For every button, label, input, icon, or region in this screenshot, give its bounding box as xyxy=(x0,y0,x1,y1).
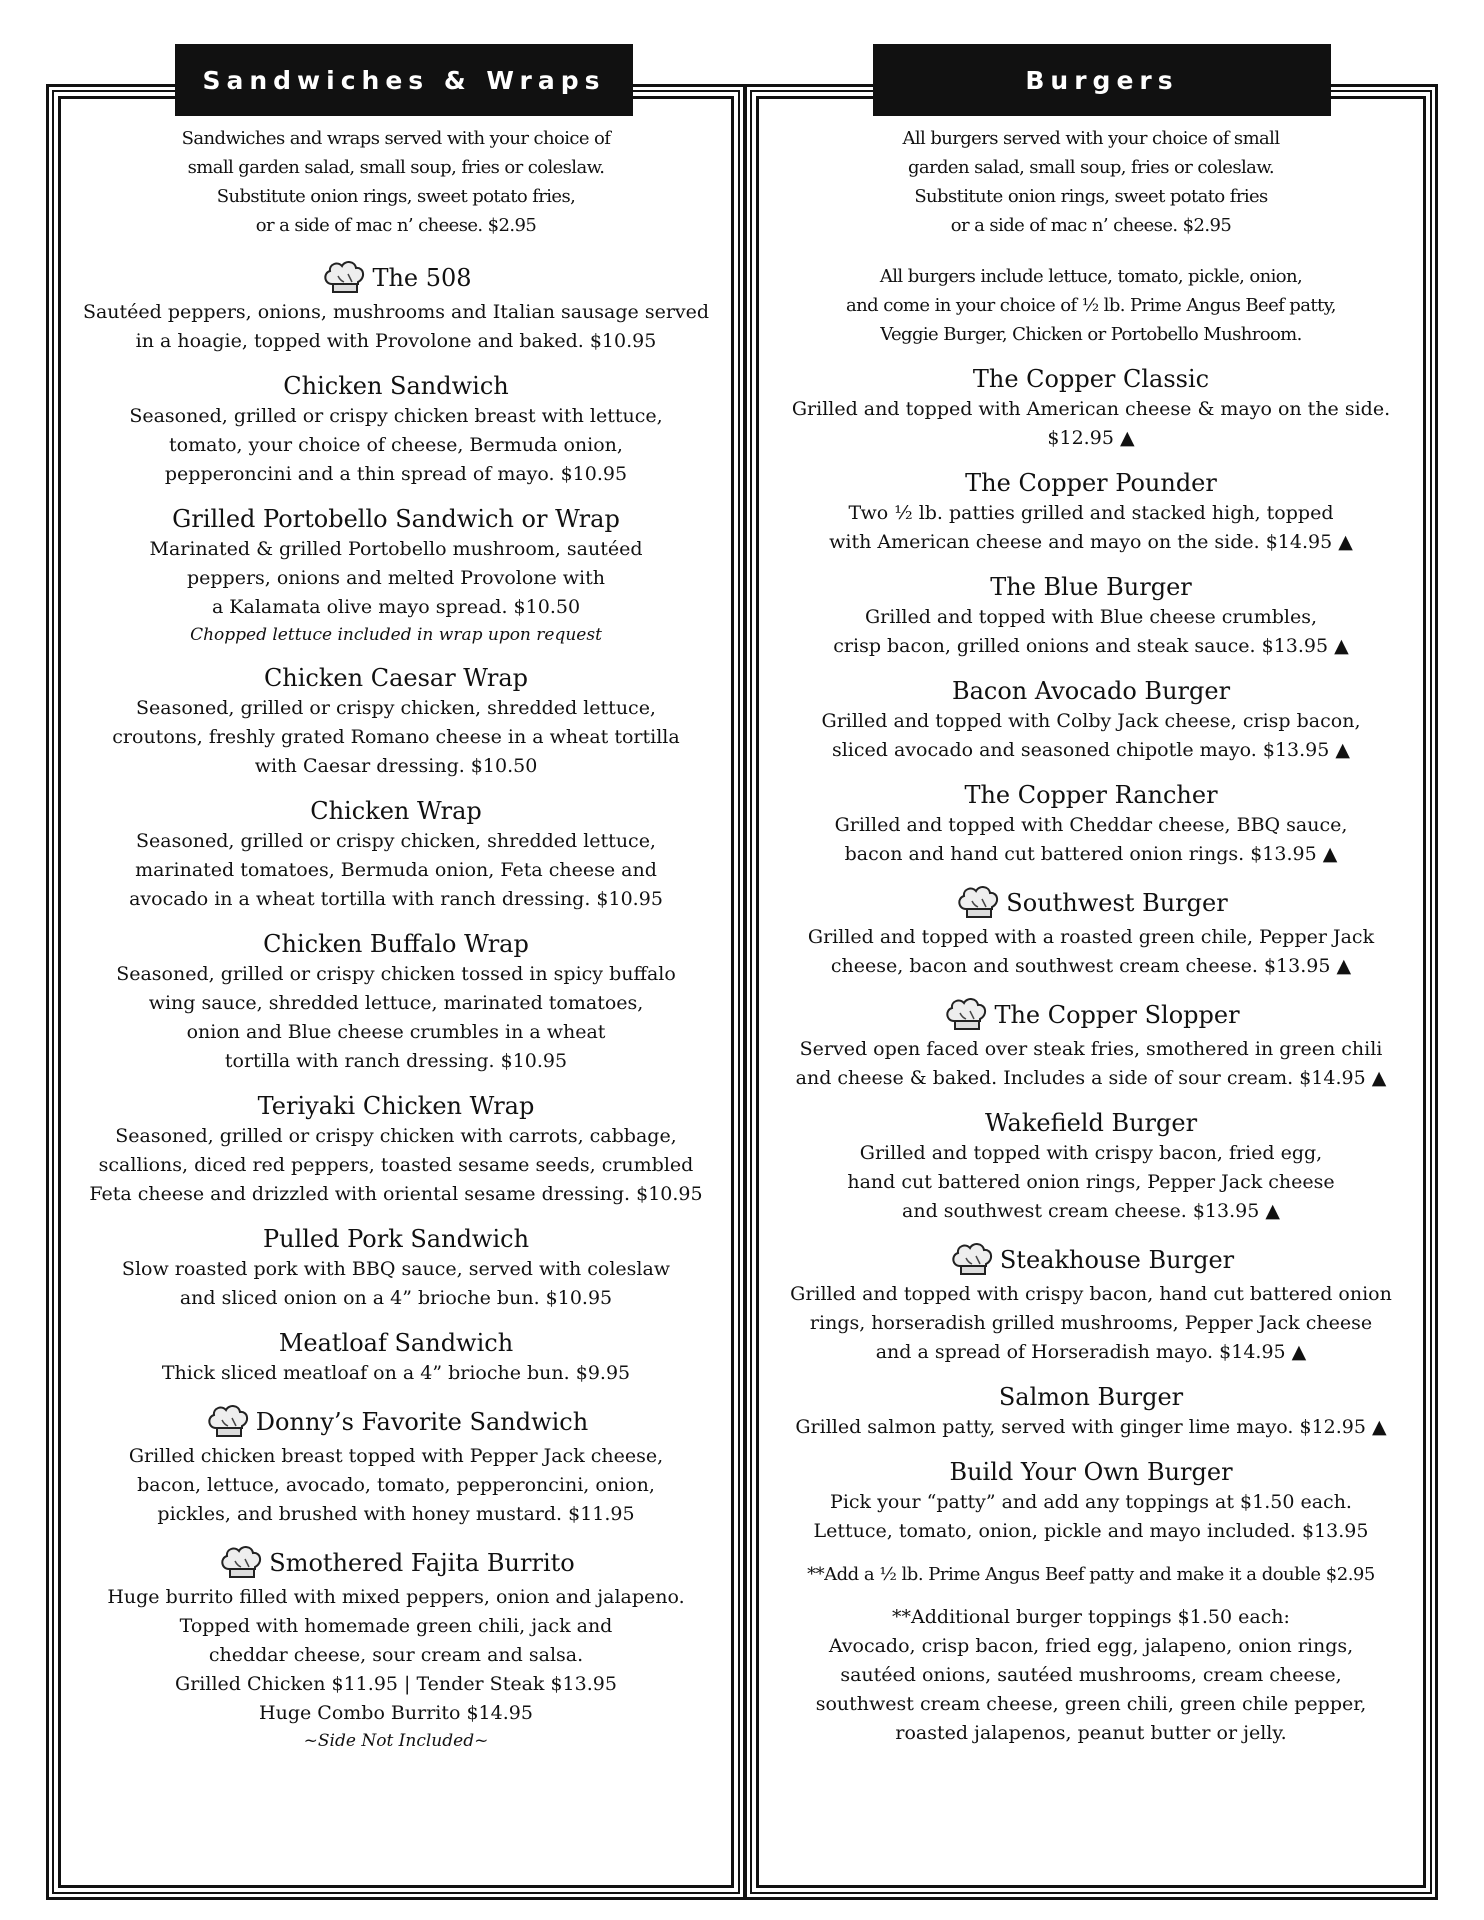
additional-toppings: **Additional burger toppings $1.50 each: Avocado, crisp bacon, fried egg, jalapeno, onion rings, sautéed onions, sautéed mushrooms, cream cheese, southwest cream cheese, green chili, green chile pepper, roasted jalapenos, peanut butter or jelly. xyxy=(815,1606,1367,1744)
item-name: Steakhouse Burger xyxy=(999,1246,1235,1274)
burgers-header: Burgers xyxy=(873,44,1331,116)
item-name: Pulled Pork Sandwich xyxy=(262,1225,530,1253)
menu-item xyxy=(66,258,726,356)
double-patty-note: **Add a ½ lb. Prime Angus Beef patty and make it a double $2.95 xyxy=(807,1564,1375,1585)
item-description: Seasoned, grilled or crispy chicken with carrots, cabbage, scallions, diced red peppers, toasted sesame seeds, crumbled Feta cheese and drizzled with oriental sesame dressing. $10.95 xyxy=(89,1125,703,1205)
item-description: Pick your “patty” and add any toppings at $1.50 each. Lettuce, tomato, onion, pickle and mayo included. $13.95 xyxy=(813,1491,1369,1542)
menu-item xyxy=(764,467,1418,557)
item-name: Donny’s Favorite Sandwich xyxy=(255,1408,589,1436)
item-name: Teriyaki Chicken Wrap xyxy=(257,1092,535,1120)
item-description: Grilled and topped with crispy bacon, hand cut battered onion rings, horseradish grilled mushrooms, Pepper Jack cheese and a spread of Horseradish mayo. $14.95 ▲ xyxy=(790,1283,1392,1363)
menu-item xyxy=(66,1327,726,1388)
item-name: Build Your Own Burger xyxy=(949,1458,1233,1486)
chef-hat-icon xyxy=(942,995,990,1035)
menu-item xyxy=(764,363,1418,453)
menu-item xyxy=(66,1402,726,1529)
menu-item xyxy=(764,995,1418,1093)
item-name: Wakefield Burger xyxy=(984,1109,1198,1137)
item-description: Seasoned, grilled or crispy chicken tossed in spicy buffalo wing sauce, shredded lettuce, marinated tomatoes, onion and Blue cheese crumbles in a wheat tortilla with ranch dressing. $10.95 xyxy=(116,963,676,1072)
sandwiches-intro: Sandwiches and wraps served with your choice of small garden salad, small soup, fries or coleslaw. Substitute onion rings, sweet potato fries, or a side of mac n’ cheese. $2.95 xyxy=(181,128,611,236)
burgers-list xyxy=(764,124,1418,1748)
menu-item xyxy=(764,1381,1418,1442)
sandwiches-list xyxy=(66,124,726,1754)
item-name: Chicken Sandwich xyxy=(283,372,509,400)
item-description: Grilled and topped with Cheddar cheese, BBQ sauce, bacon and hand cut battered onion rings. $13.95 ▲ xyxy=(834,814,1348,865)
item-description: Served open faced over steak fries, smothered in green chili and cheese & baked. Includes a side of sour cream. $14.95 ▲ xyxy=(795,1038,1387,1089)
chef-hat-icon xyxy=(217,1543,265,1583)
menu-item xyxy=(764,1240,1418,1367)
item-description: Grilled chicken breast topped with Pepper Jack cheese, bacon, lettuce, avocado, tomato, pepperoncini, onion, pickles, and brushed with honey mustard. $11.95 xyxy=(128,1445,664,1525)
menu-item xyxy=(764,883,1418,981)
item-name: Southwest Burger xyxy=(1006,889,1228,917)
item-description: Sautéed peppers, onions, mushrooms and Italian sausage served in a hoagie, topped with Provolone and baked. $10.95 xyxy=(82,301,710,352)
item-description: Huge burrito filled with mixed peppers, onion and jalapeno. Topped with homemade green chili, jack and cheddar cheese, sour cream and salsa. Grilled Chicken $11.95 | Tender Steak $13.95 Huge Combo Burrito $14.95 xyxy=(107,1586,685,1724)
item-description: Grilled and topped with a roasted green chile, Pepper Jack cheese, bacon and southwest cream cheese. $13.95 ▲ xyxy=(807,926,1375,977)
item-description: Grilled and topped with American cheese & mayo on the side. $12.95 ▲ xyxy=(791,398,1391,449)
menu-item xyxy=(66,1223,726,1313)
item-note: ~Side Not Included~ xyxy=(303,1731,489,1751)
sandwiches-header: Sandwiches & Wraps xyxy=(175,44,633,116)
item-description: Marinated & grilled Portobello mushroom, sautéed peppers, onions and melted Provolone with a Kalamata olive mayo spread. $10.50 xyxy=(149,538,643,618)
item-description: Seasoned, grilled or crispy chicken, shredded lettuce, marinated tomatoes, Bermuda onion, Feta cheese and avocado in a wheat tortilla with ranch dressing. $10.95 xyxy=(129,830,663,910)
menu-item xyxy=(66,370,726,489)
item-description: Seasoned, grilled or crispy chicken breast with lettuce, tomato, your choice of cheese, Bermuda onion, pepperoncini and a thin spread of mayo. $10.95 xyxy=(129,405,663,485)
item-name: The Blue Burger xyxy=(990,573,1192,601)
item-name: Grilled Portobello Sandwich or Wrap xyxy=(172,505,620,533)
menu-item xyxy=(66,1090,726,1209)
item-name: Chicken Buffalo Wrap xyxy=(263,930,529,958)
chef-hat-icon xyxy=(320,258,368,298)
menu-item xyxy=(66,1543,726,1754)
item-name: Chicken Wrap xyxy=(310,797,482,825)
menu-item xyxy=(66,795,726,914)
burgers-intro: All burgers served with your choice of small garden salad, small soup, fries or coleslaw. Substitute onion rings, sweet potato fries or a side of mac n’ cheese. $2.95 xyxy=(902,128,1280,236)
item-name: The Copper Classic xyxy=(972,365,1210,393)
item-description: Slow roasted pork with BBQ sauce, served with coleslaw and sliced onion on a 4” brioche bun. $10.95 xyxy=(121,1258,671,1309)
menu-item xyxy=(764,1107,1418,1226)
item-name: Salmon Burger xyxy=(998,1383,1184,1411)
item-note: Chopped lettuce included in wrap upon request xyxy=(190,625,602,645)
menu-item xyxy=(66,662,726,781)
item-description: Seasoned, grilled or crispy chicken, shredded lettuce, croutons, freshly grated Romano cheese in a wheat tortilla with Caesar dressing. $10.50 xyxy=(112,697,680,777)
menu-item xyxy=(66,928,726,1076)
item-name: Chicken Caesar Wrap xyxy=(263,664,529,692)
burgers-patty-info: All burgers include lettuce, tomato, pickle, onion, and come in your choice of ½ lb. Prime Angus Beef patty, Veggie Burger, Chicken or Portobello Mushroom. xyxy=(846,266,1336,345)
menu-item xyxy=(764,779,1418,869)
menu-item xyxy=(66,503,726,648)
item-description: Grilled and topped with crispy bacon, fried egg, hand cut battered onion rings, Pepper Jack cheese and southwest cream cheese. $13.95 ▲ xyxy=(847,1142,1335,1222)
menu-item xyxy=(764,1456,1418,1546)
item-name: Smothered Fajita Burrito xyxy=(269,1549,575,1577)
item-description: Grilled salmon patty, served with ginger lime mayo. $12.95 ▲ xyxy=(795,1416,1387,1438)
item-name: The Copper Slopper xyxy=(994,1001,1240,1029)
menu-item xyxy=(764,675,1418,765)
chef-hat-icon xyxy=(954,883,1002,923)
item-name: The 508 xyxy=(372,264,472,292)
item-description: Grilled and topped with Colby Jack cheese, crisp bacon, sliced avocado and seasoned chipotle mayo. $13.95 ▲ xyxy=(821,710,1361,761)
item-name: The Copper Rancher xyxy=(964,781,1218,809)
item-description: Two ½ lb. patties grilled and stacked high, topped with American cheese and mayo on the side. $14.95 ▲ xyxy=(829,502,1353,553)
item-name: Meatloaf Sandwich xyxy=(278,1329,514,1357)
item-name: The Copper Pounder xyxy=(965,469,1217,497)
chef-hat-icon xyxy=(948,1240,996,1280)
chef-hat-icon xyxy=(204,1402,252,1442)
item-description: Grilled and topped with Blue cheese crumbles, crisp bacon, grilled onions and steak sauce. $13.95 ▲ xyxy=(833,606,1349,657)
item-description: Thick sliced meatloaf on a 4” brioche bun. $9.95 xyxy=(161,1362,631,1384)
item-name: Bacon Avocado Burger xyxy=(951,677,1231,705)
menu-item xyxy=(764,571,1418,661)
